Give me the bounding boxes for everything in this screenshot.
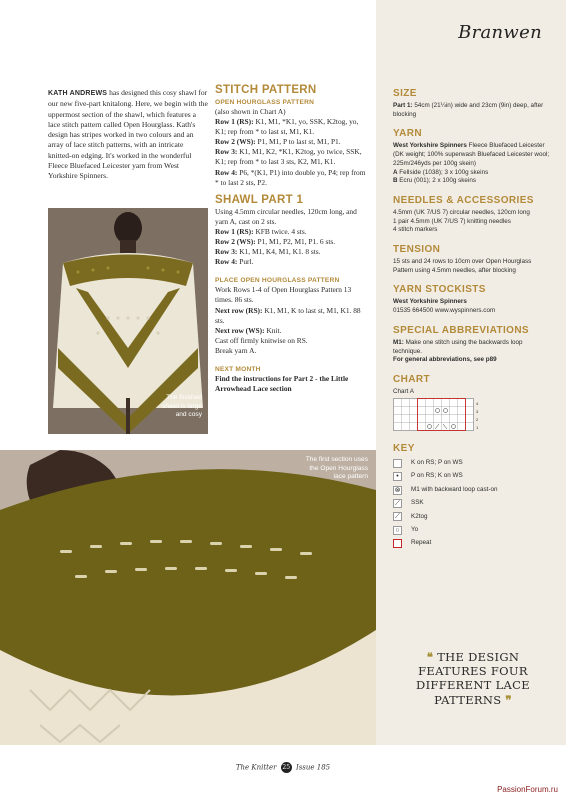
- yarn-brand: West Yorkshire Spinners: [393, 142, 467, 150]
- next-row-rs: [215, 306, 367, 326]
- watermark: PassionForum.ru: [497, 785, 558, 794]
- size-value: 54cm (21¼in) wide and 23cm (9in) deep, after blocking: [393, 102, 544, 118]
- svg-text:1: 1: [476, 424, 479, 430]
- row-text: K1, M1, K to last st, M1, K1. 88 sts.: [215, 305, 361, 325]
- yarn-a: [393, 169, 553, 178]
- svg-text:3: 3: [476, 408, 479, 414]
- key-item: [393, 470, 553, 483]
- row-text: P6, *(K1, P1) into double yo, P4; rep from * to last 2 sts, P2.: [215, 167, 366, 187]
- key-item: [393, 497, 553, 510]
- page-footer: [0, 762, 566, 773]
- row-text: K1, M1, K2, *K1, K2tog, yo twice, SSK, K1; rep from * to last 3 sts, K2, M1, K1.: [215, 147, 362, 167]
- size-text: [393, 102, 553, 119]
- yarn-description: Fleece Bluefaced Leicester (DK weight; 100% superwash Bluefaced Leicester wool; 225m/246yds per 100g skein): [393, 142, 550, 167]
- yarn-text: [393, 142, 553, 168]
- key-label: M1 with backward loop cast-on: [411, 485, 498, 493]
- row-text: K1, M1, K4, M1, K1. 8 sts.: [237, 247, 321, 257]
- row-text: KFB twice. 4 sts.: [253, 226, 307, 236]
- row-text: K1, M1, *K1, yo, SSK, K2tog, yo, K1; rep from * to last st, M1, K1.: [215, 117, 359, 137]
- general-abbreviations: For general abbreviations, see p89: [393, 356, 497, 364]
- pull-quote-text: THE DESIGN FEATURES FOUR DIFFERENT LACE PATTERNS: [416, 650, 530, 707]
- row-label: Row 3:: [215, 147, 238, 157]
- yarn-b: [393, 177, 553, 186]
- open-hourglass-heading: OPEN HOURGLASS PATTERN: [215, 99, 315, 106]
- key-item: [393, 457, 553, 470]
- key-symbol-icon: [393, 539, 402, 548]
- author-name: KATH ANDREWS: [48, 90, 108, 97]
- shawl-row-2: [215, 237, 367, 247]
- yarn-b-label: B: [393, 177, 398, 185]
- page-number: 25: [282, 764, 291, 771]
- key-item: [393, 524, 553, 537]
- abbreviation-label: M1:: [393, 338, 404, 346]
- shawl-row-4: [215, 257, 367, 267]
- shawl-closeup-illustration: [0, 450, 376, 745]
- key-symbol-icon: ⟋: [393, 499, 402, 508]
- caption-line: The first section uses: [305, 456, 368, 463]
- yarn-b-text: Ecru (001); 2 x 100g skeins: [397, 177, 476, 185]
- page-title: Branwen: [458, 22, 542, 43]
- shawl-row-3: [215, 247, 367, 257]
- row-text: Purl.: [237, 257, 254, 267]
- key-label: P on RS; K on WS: [411, 472, 463, 480]
- shawl-row-1: [215, 227, 367, 237]
- caption-line: the Open Hourglass: [309, 464, 368, 472]
- abbreviations-heading: SPECIAL ABBREVIATIONS: [393, 324, 530, 336]
- needles-line-1: 4.5mm (UK 7/US 7) circular needles, 120cm long: [393, 208, 530, 216]
- close-quote-icon: ❞: [505, 692, 512, 707]
- chart-a-grid: [393, 398, 483, 434]
- key-item: [393, 510, 553, 523]
- chart-note: (also shown in Chart A): [215, 107, 286, 116]
- stitch-row-2: [215, 137, 367, 147]
- chart-a: [393, 388, 553, 434]
- size-label: Part 1:: [393, 102, 413, 109]
- yarn-heading: YARN: [393, 128, 423, 140]
- row-label: Row 3:: [215, 247, 238, 257]
- shawl-back-caption: [162, 394, 202, 420]
- stitch-row-3: [215, 147, 367, 167]
- key-symbol-icon: ⟋: [393, 512, 402, 521]
- shawl-closeup-photo: [0, 450, 376, 745]
- magazine-name: The Knitter: [235, 763, 277, 772]
- needles-line-3: 4 stitch markers: [393, 226, 438, 234]
- caption-line: shawl is large: [162, 402, 202, 410]
- intro-paragraph: [48, 88, 208, 182]
- key-label: K on RS; P on WS: [411, 459, 463, 466]
- key-symbol-icon: •: [393, 472, 402, 481]
- key-label: SSK: [411, 499, 424, 507]
- stockist-contact: 01535 664500 www.wyspinners.com: [393, 307, 496, 315]
- tension-text: 15 sts and 24 rows to 10cm over Open Hourglass Pattern using 4.5mm needles, after blocking: [393, 258, 532, 274]
- next-row-ws: [215, 326, 367, 336]
- cast-off-text: Cast off firmly knitwise on RS.: [215, 335, 308, 345]
- row-label: Row 4:: [215, 167, 238, 177]
- shawl-intro: Using 4.5mm circular needles, 120cm long, and yarn A, cast on 2 sts.: [215, 206, 357, 226]
- shawl-back-photo: [48, 208, 208, 434]
- key-label: Repeat: [411, 539, 432, 547]
- chart-a-label: Chart A: [393, 387, 414, 395]
- row-text: P1, M1, P2, M1, P1. 6 sts.: [255, 237, 336, 247]
- place-pattern-heading: PLACE OPEN HOURGLASS PATTERN: [215, 277, 340, 285]
- row-label: Next row (WS):: [215, 325, 265, 335]
- key-symbol-icon: ⊗: [394, 486, 401, 494]
- row-text: Knit.: [264, 325, 282, 335]
- next-month-heading: NEXT MONTH: [215, 365, 261, 373]
- caption-line: The finished: [166, 394, 202, 402]
- stitch-row-4: [215, 168, 367, 188]
- instructions-column: [215, 84, 367, 394]
- row-label: Row 1 (RS):: [215, 226, 254, 236]
- key-symbol-icon: ○: [393, 526, 402, 535]
- issue-number: Issue 185: [295, 763, 331, 772]
- yarn-a-label: A: [393, 168, 398, 176]
- size-heading: SIZE: [393, 88, 417, 99]
- key-heading: KEY: [393, 442, 415, 454]
- key-symbol-icon: [393, 459, 402, 468]
- place-pattern-text: Work Rows 1-4 of Open Hourglass Pattern 13 times. 86 sts.: [215, 285, 352, 305]
- needles-line-2: 1 pair 4.5mm (UK 7/US 7) knitting needles: [393, 217, 511, 225]
- tension-heading: TENSION: [393, 244, 441, 256]
- key-item: [393, 483, 553, 496]
- key-label: K2tog: [411, 512, 428, 520]
- shawl-closeup-caption: [306, 456, 368, 482]
- yarn-a-text: Fellside (1038); 3 x 100g skeins: [397, 168, 489, 176]
- stitch-row-1: [215, 117, 367, 137]
- stitch-pattern-heading: STITCH PATTERN: [215, 84, 317, 96]
- open-quote-icon: ❝: [426, 650, 434, 664]
- abbreviation-text: Make one stitch using the backwards loop technique.: [393, 338, 523, 355]
- svg-text:4: 4: [476, 400, 479, 406]
- row-label: Row 1 (RS):: [215, 117, 254, 127]
- pull-quote: [398, 650, 548, 707]
- chart-heading: CHART: [393, 373, 430, 385]
- key-label: Yo: [411, 525, 419, 533]
- intro-text: has designed this cosy shawl for our new five-part knitalong. Here, we begin with the uppermost section of the shawl, which features a lace stitch pattern called Open Hourglass. Kath's design has stripes worked in two colours and an array of lace stitch patterns, with an intricate knitted-on edging. It's worked in the wonderful Fleece Bluefaced Leicester yarn from West Yorkshire Spinners.: [48, 88, 208, 181]
- next-month-text: Find the instructions for Part 2 - the Little Arrowhead Lace section: [215, 373, 349, 394]
- row-label: Row 4:: [215, 257, 238, 267]
- pattern-info: [393, 88, 553, 550]
- stockists-heading: YARN STOCKISTS: [393, 284, 486, 296]
- shawl-part-heading: SHAWL PART 1: [215, 193, 304, 206]
- row-text: P1, M1, P to last st, M1, P1.: [255, 137, 341, 147]
- row-label: Row 2 (WS):: [215, 237, 256, 247]
- key-list: [393, 457, 553, 551]
- break-yarn-text: Break yarn A.: [215, 345, 257, 355]
- svg-text:2: 2: [476, 416, 479, 422]
- caption-line: lace pattern: [333, 473, 368, 481]
- key-item: [393, 537, 553, 550]
- needles-heading: NEEDLES & ACCESSORIES: [393, 194, 534, 206]
- row-label: Row 2 (WS):: [215, 137, 256, 147]
- row-label: Next row (RS):: [215, 305, 263, 315]
- caption-line: and cosy: [175, 411, 202, 419]
- stockist-name: West Yorkshire Spinners: [393, 298, 467, 306]
- abbreviation-m1: [393, 339, 553, 356]
